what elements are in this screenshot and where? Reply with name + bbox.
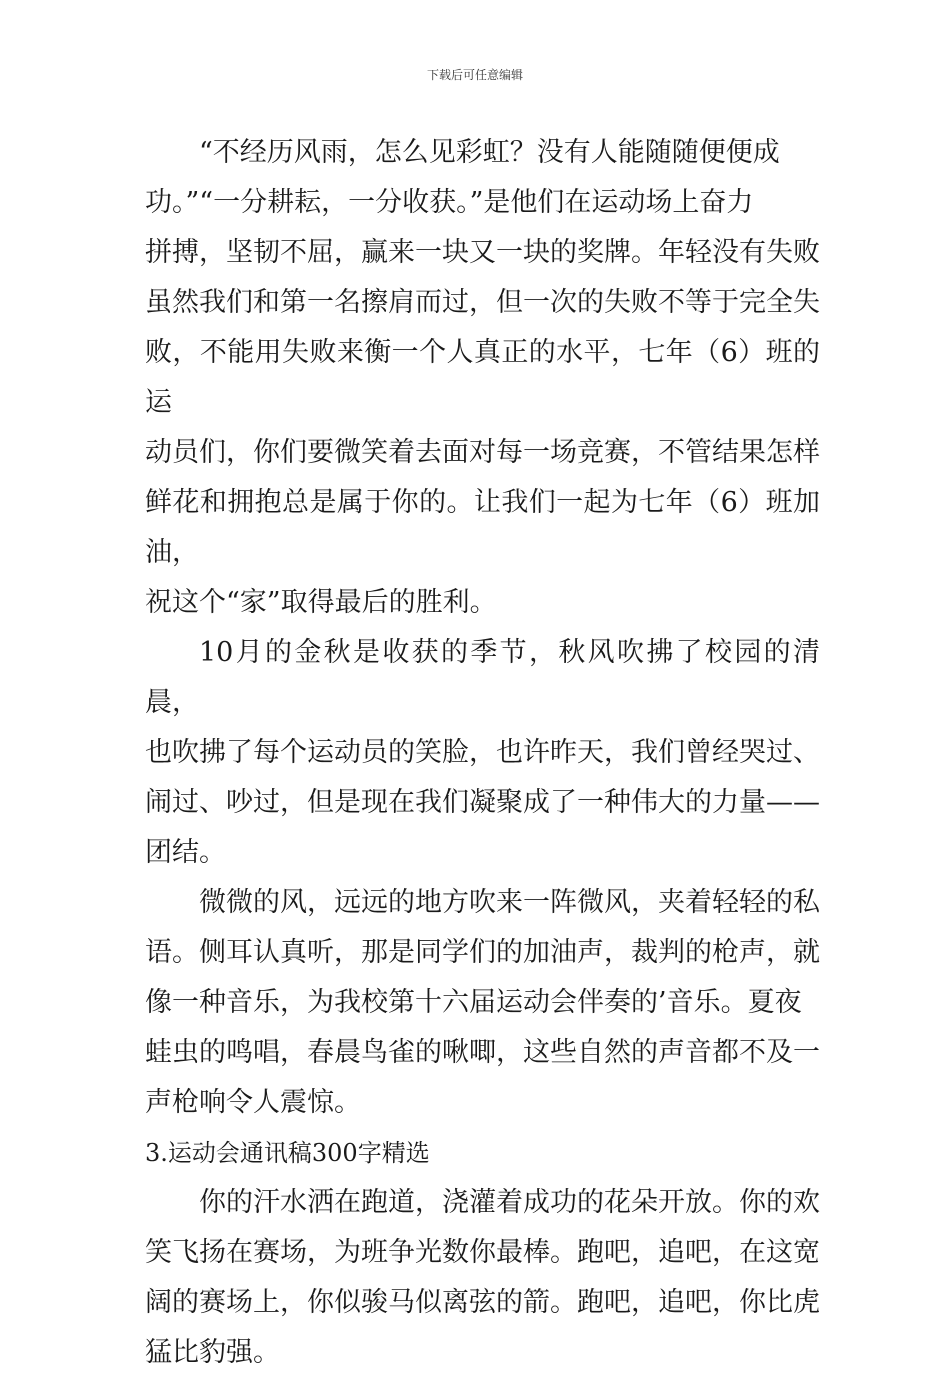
paragraph-1: “不经历风雨，怎么见彩虹？没有人能随随便便成 功。”“一分耕耘，一分收获。”是他们在运动场上奋力 拼搏，坚韧不屈，赢来一块又一块的奖牌。年轻没有失败 虽然我们和第一名擦肩而过，但一次的失败不等于完全失 败，不能用失败来衡一个人真正的水平，七年（6）班的运 动员们，你们要微笑着去面对每一场竞赛，不管结果怎样 鲜花和拥抱总是属于你的。让我们一起为七年（6）班加油， 祝这个“家”取得最后的胜利。 xyxy=(145,137,820,618)
paragraph-4: 你的汗水洒在跑道，浇灌着成功的花朵开放。你的欢 笑飞扬在赛场，为班争光数你最棒。跑吧，追吧，在这宽 阔的赛场上，你似骏马似离弦的箭。跑吧，追吧，你比虎 猛比豹强。 xyxy=(145,1187,820,1368)
paragraph-2: 10月的金秋是收获的季节，秋风吹拂了校园的清晨， 也吹拂了每个运动员的笑脸，也许昨天，我们曾经哭过、 闹过、吵过，但是现在我们凝聚成了一种伟大的力量—— 团结。 xyxy=(145,637,820,868)
header-note: 下载后可任意编辑 xyxy=(426,68,523,82)
document-body xyxy=(145,128,820,1378)
section-heading: 3.运动会通讯稿300字精选 xyxy=(145,1139,430,1167)
paragraph-3: 微微的风，远远的地方吹来一阵微风，夹着轻轻的私 语。侧耳认真听，那是同学们的加油声，裁判的枪声，就 像一种音乐，为我校第十六届运动会伴奏的’音乐。夏夜 蛙虫的鸣唱，春晨鸟雀的啾唧，这些自然的声音都不及一 声枪响令人震惊。 xyxy=(145,887,820,1118)
